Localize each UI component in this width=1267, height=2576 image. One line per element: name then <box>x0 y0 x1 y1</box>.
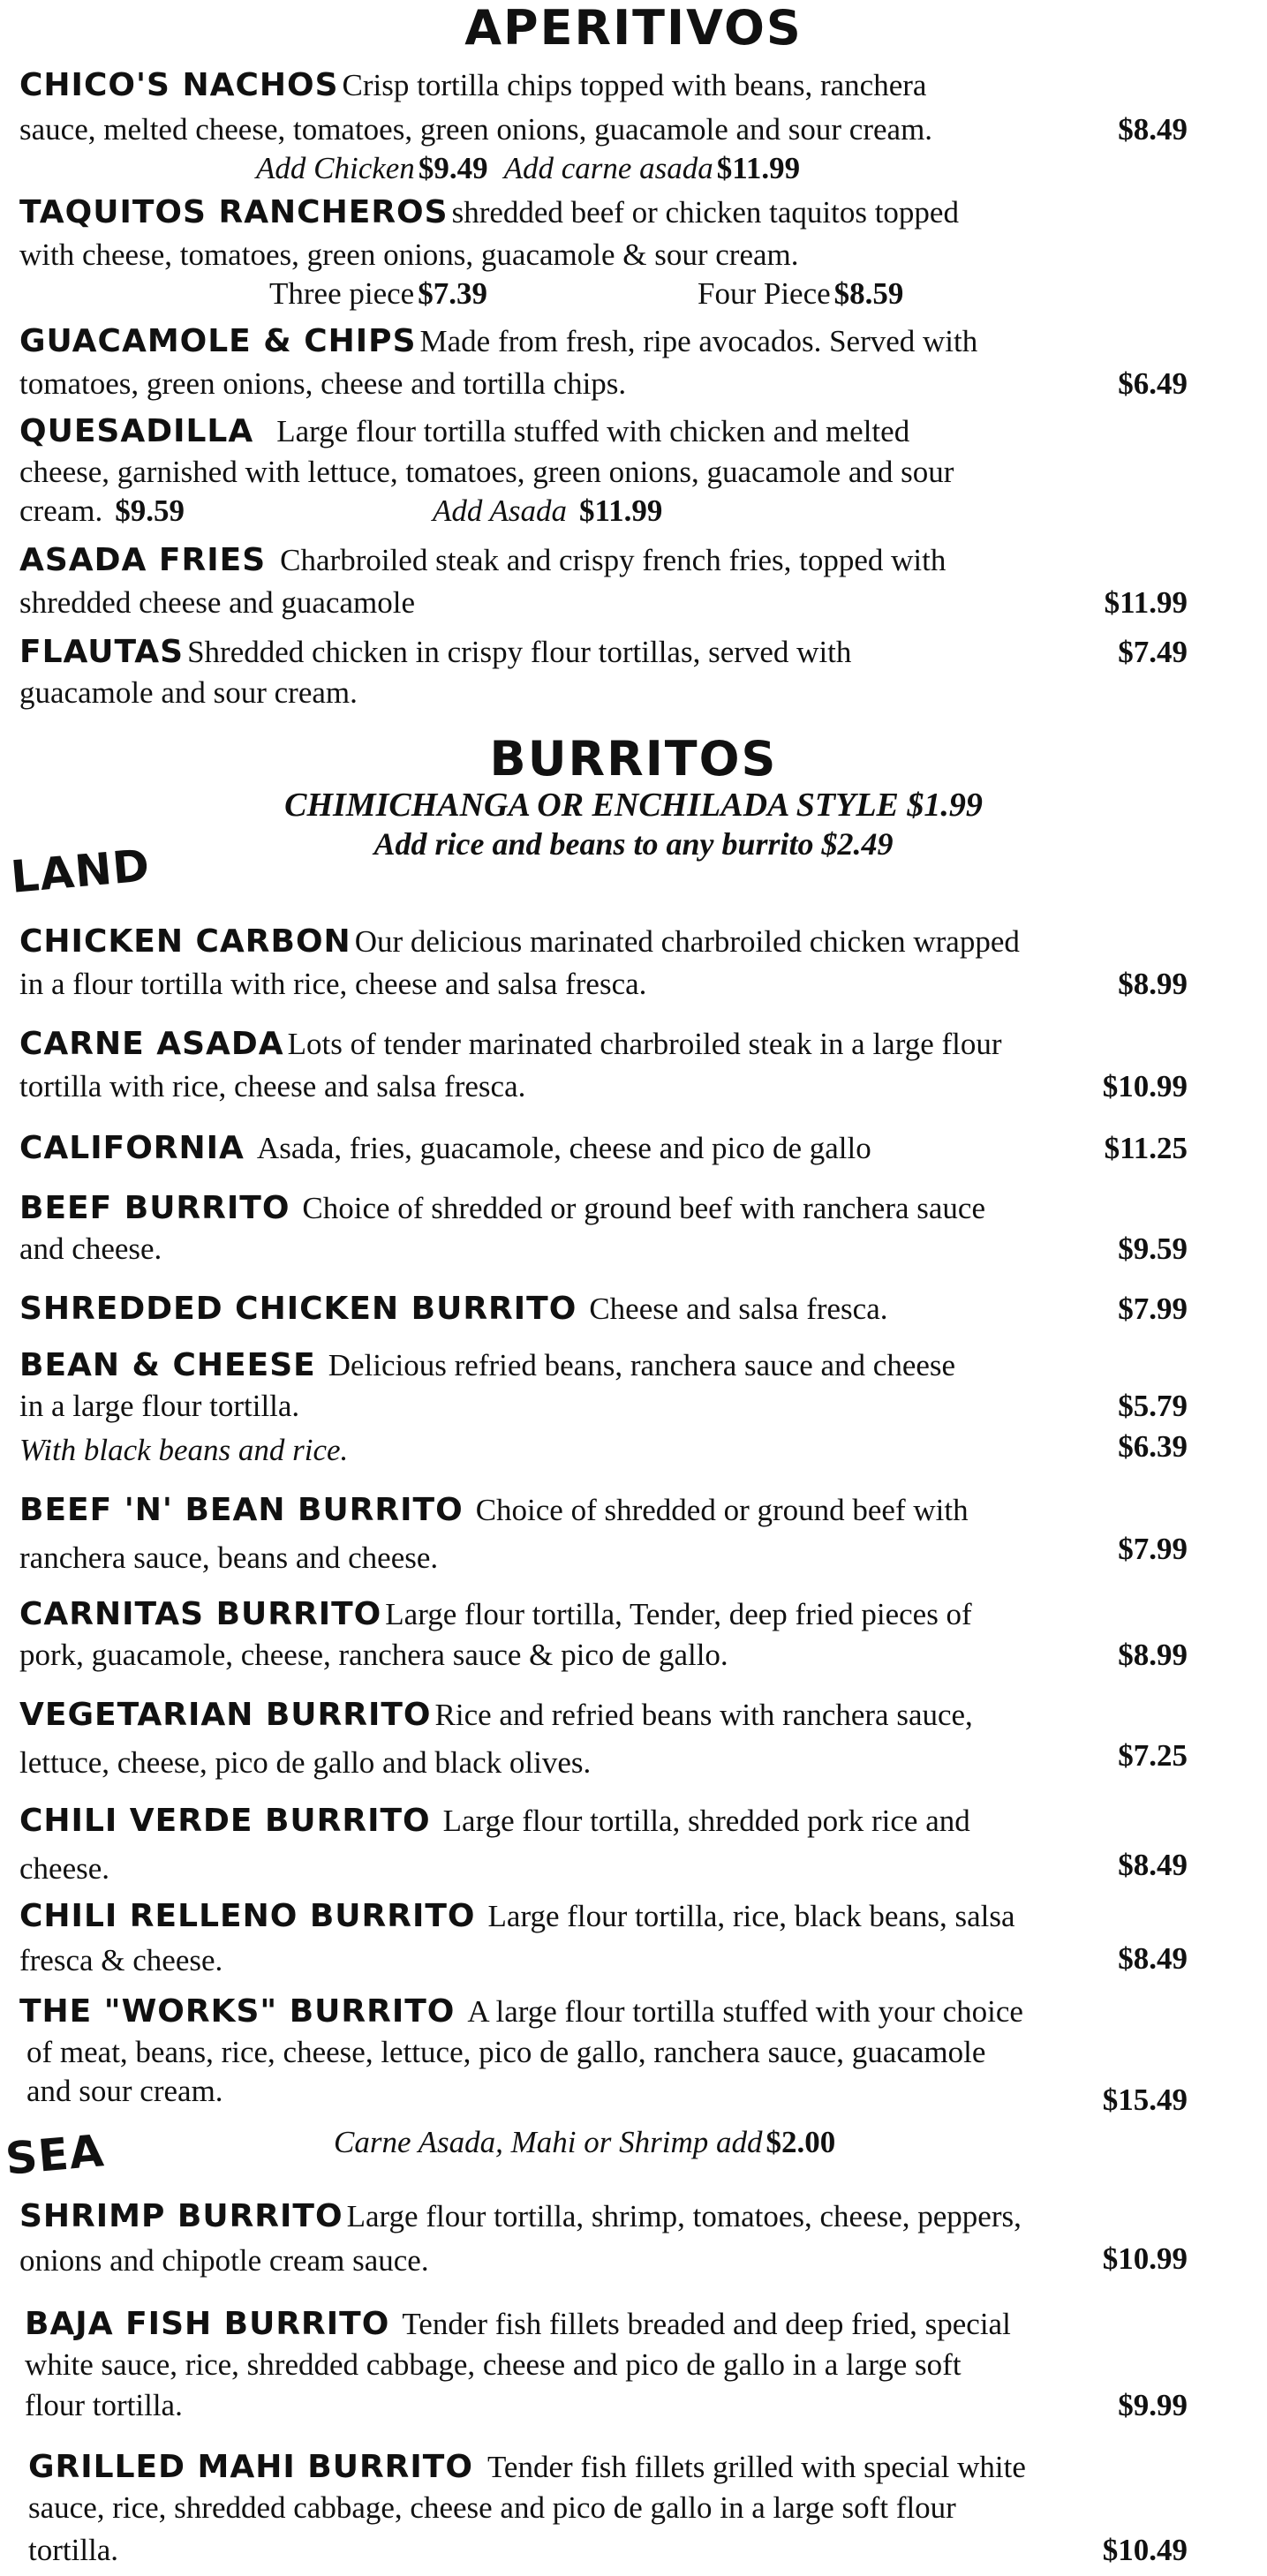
option-label: Three piece <box>269 276 415 311</box>
menu-item-grilled-mahi-burrito <box>28 2447 1026 2488</box>
item-description: and cheese. <box>19 1232 162 1266</box>
item-description: Choice of shredded or ground beef with ranchera sauce <box>302 1191 985 1225</box>
menu-item-chicos-nachos <box>19 65 926 106</box>
item-description: lettuce, cheese, pico de gallo and black olives. <box>19 1745 592 1780</box>
menu-item-carne-asada <box>19 1024 1002 1065</box>
item-description: tortilla. <box>28 2533 119 2567</box>
item-name: ASADA FRIES <box>19 542 267 578</box>
item-price: $8.49 <box>1118 112 1188 147</box>
option-price: $7.39 <box>418 276 487 311</box>
item-description: Large flour tortilla, Tender, deep fried pieces of <box>385 1597 972 1631</box>
item-name: BEEF BURRITO <box>19 1190 290 1226</box>
addon-label: Add Asada <box>433 493 567 528</box>
item-description: guacamole and sour cream. <box>19 675 358 710</box>
burritos-subheading: Add rice and beans to any burrito $2.49 <box>373 826 894 862</box>
item-name: BAJA FISH BURRITO <box>25 2306 390 2342</box>
item-description: Tender fish fillets grilled with special white <box>486 2450 1026 2484</box>
addon-price: $2.00 <box>765 2125 836 2159</box>
item-description: of meat, beans, rice, cheese, lettuce, pico de gallo, ranchera sauce, guacamole <box>26 2035 986 2069</box>
item-description: cream. <box>19 493 103 528</box>
item-name: SHREDDED CHICKEN BURRITO <box>19 1291 577 1327</box>
item-variant-price: $6.39 <box>1118 1429 1188 1464</box>
item-price: $8.99 <box>1118 967 1188 1001</box>
item-price: $11.99 <box>1104 585 1188 620</box>
menu-item-chicken-carbon <box>19 922 1020 962</box>
item-description: Shredded chicken in crispy flour tortillas, served with <box>187 635 852 669</box>
item-description: Large flour tortilla stuffed with chicken and melted <box>276 414 910 448</box>
item-description: Charbroiled steak and crispy french fries, topped with <box>280 543 946 577</box>
item-description: and sour cream. <box>26 2074 223 2108</box>
menu-item-shredded-chicken-burrito <box>19 1289 888 1329</box>
menu-item-carnitas-burrito <box>19 1594 972 1635</box>
item-price: $10.99 <box>1102 2241 1188 2276</box>
item-price-option <box>698 274 903 314</box>
item-description: tomatoes, green onions, cheese and tortilla chips. <box>19 366 627 401</box>
item-price: $7.99 <box>1118 1292 1188 1326</box>
item-addons <box>256 148 800 189</box>
option-label: Four Piece <box>698 276 831 311</box>
item-name: VEGETARIAN BURRITO <box>19 1697 432 1733</box>
item-description: sauce, melted cheese, tomatoes, green onions, guacamole and sour cream. <box>19 112 933 147</box>
item-description: Large flour tortilla, rice, black beans, salsa <box>487 1899 1015 1933</box>
item-name: SHRIMP BURRITO <box>19 2198 343 2234</box>
land-label: LAND <box>8 840 153 903</box>
item-name: FLAUTAS <box>19 634 185 670</box>
menu-item-works-burrito <box>19 1992 1023 2032</box>
item-description: shredded cheese and guacamole <box>19 585 415 620</box>
addon-price: $9.49 <box>418 151 488 185</box>
item-price: $10.99 <box>1102 1069 1188 1103</box>
item-description: Delicious refried beans, ranchera sauce and cheese <box>328 1348 956 1382</box>
item-addons <box>433 491 662 531</box>
menu-item-guacamole-chips <box>19 321 977 362</box>
item-description: onions and chipotle cream sauce. <box>19 2243 429 2278</box>
item-name: CARNE ASADA <box>19 1026 284 1062</box>
item-description: white sauce, rice, shredded cabbage, cheese and pico de gallo in a large soft <box>25 2347 962 2382</box>
menu-item-quesadilla <box>19 411 909 452</box>
item-description: ranchera sauce, beans and cheese. <box>19 1540 439 1575</box>
item-addons <box>334 2122 835 2163</box>
menu-item-vegetarian-burrito <box>19 1695 973 1736</box>
sea-label: SEA <box>3 2125 107 2185</box>
item-description: in a large flour tortilla. <box>19 1389 300 1423</box>
item-name: TAQUITOS RANCHEROS <box>19 194 449 230</box>
item-name: BEEF 'N' BEAN BURRITO <box>19 1492 464 1528</box>
item-name: CHICKEN CARBON <box>19 923 351 960</box>
menu-item-chili-verde-burrito <box>19 1801 970 1842</box>
item-description: Our delicious marinated charbroiled chicken wrapped <box>354 924 1020 959</box>
item-name: BEAN & CHEESE <box>19 1347 316 1383</box>
item-name: CALIFORNIA <box>19 1130 245 1166</box>
item-price: $10.49 <box>1102 2533 1188 2567</box>
item-description: in a flour tortilla with rice, cheese and salsa fresca. <box>19 967 647 1001</box>
item-name: CHICO'S NACHOS <box>19 67 339 103</box>
menu-item-bean-cheese <box>19 1345 955 1386</box>
item-description: with cheese, tomatoes, green onions, guacamole & sour cream. <box>19 237 799 272</box>
item-price-option <box>269 274 487 314</box>
burritos-heading: BURRITOS <box>489 731 778 787</box>
item-description: sauce, rice, shredded cabbage, cheese and pico de gallo in a large soft flour <box>28 2490 956 2525</box>
item-price: $8.49 <box>1118 1848 1188 1882</box>
item-name: CHILI VERDE BURRITO <box>19 1803 431 1839</box>
item-price: $9.59 <box>115 493 185 528</box>
addon-label: Carne Asada, Mahi or Shrimp add <box>334 2125 763 2159</box>
item-description: A large flour tortilla stuffed with your choice <box>467 1994 1023 2029</box>
item-description: shredded beef or chicken taquitos topped <box>451 195 959 230</box>
item-price: $9.59 <box>1118 1232 1188 1266</box>
item-price: $8.49 <box>1118 1941 1188 1976</box>
addon-label: Add carne asada <box>503 151 713 185</box>
item-price: $7.49 <box>1118 635 1188 669</box>
item-description: flour tortilla. <box>25 2388 183 2422</box>
item-price: $7.99 <box>1118 1532 1188 1566</box>
item-description: cheese. <box>19 1851 110 1886</box>
menu-item-baja-fish-burrito <box>25 2304 1011 2345</box>
item-description: Crisp tortilla chips topped with beans, ranchera <box>342 68 927 102</box>
burritos-subheading: CHIMICHANGA OR ENCHILADA STYLE $1.99 <box>284 787 983 824</box>
menu-item-california <box>19 1128 871 1169</box>
item-name: CHILI RELLENO BURRITO <box>19 1898 476 1934</box>
item-name: GRILLED MAHI BURRITO <box>28 2449 473 2485</box>
item-price: $15.49 <box>1102 2083 1188 2117</box>
item-name: CARNITAS BURRITO <box>19 1596 382 1632</box>
option-price: $8.59 <box>833 276 904 311</box>
menu-item-flautas <box>19 632 851 673</box>
menu-item-chili-relleno-burrito <box>19 1896 1015 1937</box>
item-description: Made from fresh, ripe avocados. Served with <box>419 324 978 358</box>
item-price: $11.25 <box>1104 1131 1188 1165</box>
item-description: pork, guacamole, cheese, ranchera sauce & pico de gallo. <box>19 1638 728 1672</box>
menu-item-taquitos-rancheros <box>19 192 959 233</box>
item-description: Rice and refried beans with ranchera sauce, <box>434 1698 973 1732</box>
menu-item-shrimp-burrito <box>19 2196 1022 2237</box>
addon-label: Add Chicken <box>256 151 415 185</box>
item-price: $8.99 <box>1118 1638 1188 1672</box>
item-name: QUESADILLA <box>19 413 254 449</box>
addon-price: $11.99 <box>716 151 801 185</box>
menu-item-asada-fries <box>19 540 946 581</box>
item-price: $5.79 <box>1118 1389 1188 1423</box>
item-name: THE "WORKS" BURRITO <box>19 1993 456 2030</box>
item-description: cheese, garnished with lettuce, tomatoes, green onions, guacamole and sour <box>19 455 954 489</box>
item-description: Lots of tender marinated charbroiled steak in a large flour <box>287 1027 1002 1061</box>
addon-price: $11.99 <box>579 493 663 528</box>
item-price: $7.25 <box>1118 1738 1188 1773</box>
item-description: Tender fish fillets breaded and deep fried, special <box>402 2307 1011 2341</box>
item-description: fresca & cheese. <box>19 1943 223 1977</box>
item-description: Choice of shredded or ground beef with <box>475 1493 969 1527</box>
menu-item-beef-n-bean-burrito <box>19 1490 969 1531</box>
item-description: Large flour tortilla, shrimp, tomatoes, cheese, peppers, <box>346 2199 1022 2233</box>
item-description: Cheese and salsa fresca. <box>589 1292 888 1326</box>
item-name: GUACAMOLE & CHIPS <box>19 323 417 359</box>
item-description: tortilla with rice, cheese and salsa fresca. <box>19 1069 526 1103</box>
item-price: $6.49 <box>1118 366 1188 401</box>
item-variant: With black beans and rice. <box>19 1433 349 1467</box>
item-price: $9.99 <box>1118 2388 1188 2422</box>
item-description: Asada, fries, guacamole, cheese and pico de gallo <box>256 1131 871 1165</box>
menu-item-beef-burrito <box>19 1188 985 1229</box>
item-description: Large flour tortilla, shredded pork rice and <box>442 1804 970 1838</box>
item-price-row <box>19 491 185 531</box>
aperitivos-heading: APERITIVOS <box>464 0 803 56</box>
